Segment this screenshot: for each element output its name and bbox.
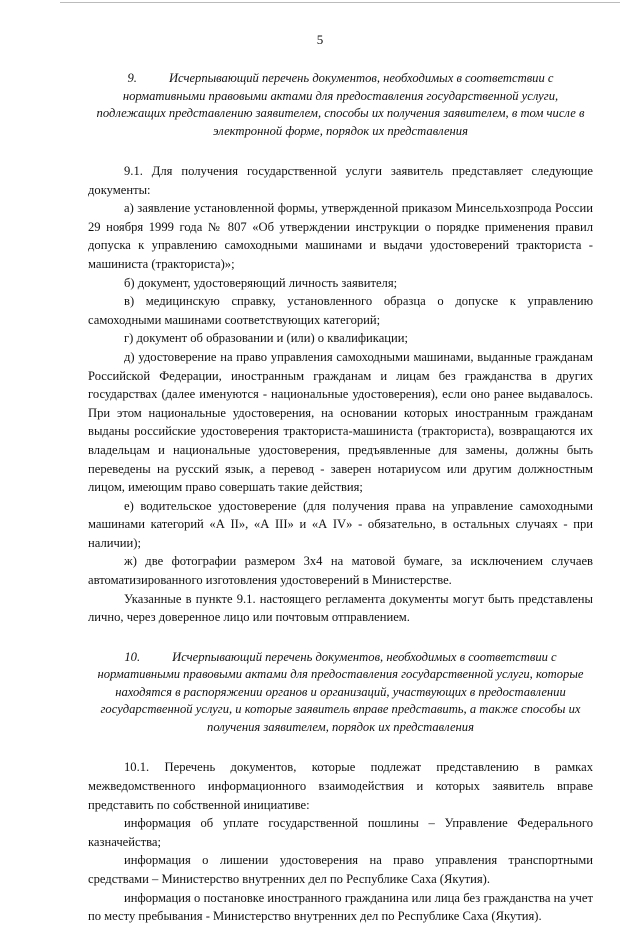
list-item-zh: ж) две фотографии размером 3х4 на матовой бумаге, за исключением случаев автоматизированного изготовления удостоверений в Министерстве. — [88, 554, 593, 588]
section-10-title: Исчерпывающий перечень документов, необходимых в соответствии с нормативными правовыми актами для предоставления государственной услуги, которые находятся в распоряжении органов и организаций, участвующих в предоставлении государственной услуги, и которые заявитель вправе представить, а также способы их получения заявителем, порядок их представления — [97, 649, 584, 734]
section-9-number: 9. — [127, 71, 137, 85]
paragraph-9-note: Указанные в пункте 9.1. настоящего регламента документы могут быть представлены лично, через доверенное лицо или почтовым отправлением. — [88, 591, 593, 625]
top-rule — [60, 2, 620, 3]
section-10-heading — [88, 649, 593, 737]
page-number: 5 — [316, 32, 324, 47]
list-item-d: д) удостоверение на право управления самоходными машинами, выданные гражданам Российской Федерации, иностранным гражданам и лицам без гражданства в других государствах (далее именуются - национальные удостоверения), если оно ранее выдавалось. При этом национальные удостоверения, на основании которых иностранным гражданам выданы российские удостоверения тракториста-машиниста (тракториста), возвращаются их владельцам и национальные удостоверения, предъявленные для замены, должны быть переведены на русский язык, а перевод - заверен нотариусом или другим должностным лицом, имеющим право совершать такие действия; — [88, 349, 593, 495]
document-page — [88, 70, 593, 926]
list-item-fees: информация об уплате государственной пошлины – Управление Федерального казначейства; — [88, 816, 593, 849]
paragraph-10-1: 10.1. Перечень документов, которые подлежат представлению в рамках межведомственного информационного взаимодействия и которых заявитель вправе представить по собственной инициативе: — [88, 760, 593, 812]
list-item-license-revocation: информация о лишении удостоверения на право управления транспортными средствами – Министерство внутренних дел по Республике Саха (Якутия). — [88, 853, 593, 886]
list-item-b: б) документ, удостоверяющий личность заявителя; — [124, 275, 398, 290]
list-item-a: а) заявление установленной формы, утвержденной приказом Минсельхозпрода России 29 ноября 1999 года № 807 «Об утверждении инструкции о порядке применения правил допуска к управлению самоходными машинами и выдачи удостоверений тракториста - машиниста (тракториста)»; — [88, 201, 593, 271]
section-10-number: 10. — [124, 649, 141, 664]
list-item-registration: информация о постановке иностранного гражданина или лица без гражданства на учет по месту пребывания - Министерство внутренних дел по Республике Саха (Якутия). — [88, 890, 593, 924]
list-item-v: в) медицинскую справку, установленного образца о допуске к управлению самоходными машинами соответствующих категорий; — [88, 294, 593, 327]
section-9-title: Исчерпывающий перечень документов, необходимых в соответствии с нормативными правовыми актами для предоставления государственной услуги, подлежащих представлению заявителем, способы их получения заявителем, в том числе в электронной форме, порядок их представления — [96, 71, 585, 138]
list-item-g: г) документ об образовании и (или) о квалификации; — [124, 331, 409, 346]
section-9-heading — [88, 70, 593, 140]
paragraph-9-1: 9.1. Для получения государственной услуги заявитель представляет следующие документы: — [88, 164, 593, 197]
list-item-e: е) водительское удостоверение (для получения права на управление самоходными машинами категорий «А II», «А III» и «А IV» - обязательно, в остальных случаях - при наличии); — [88, 498, 593, 550]
